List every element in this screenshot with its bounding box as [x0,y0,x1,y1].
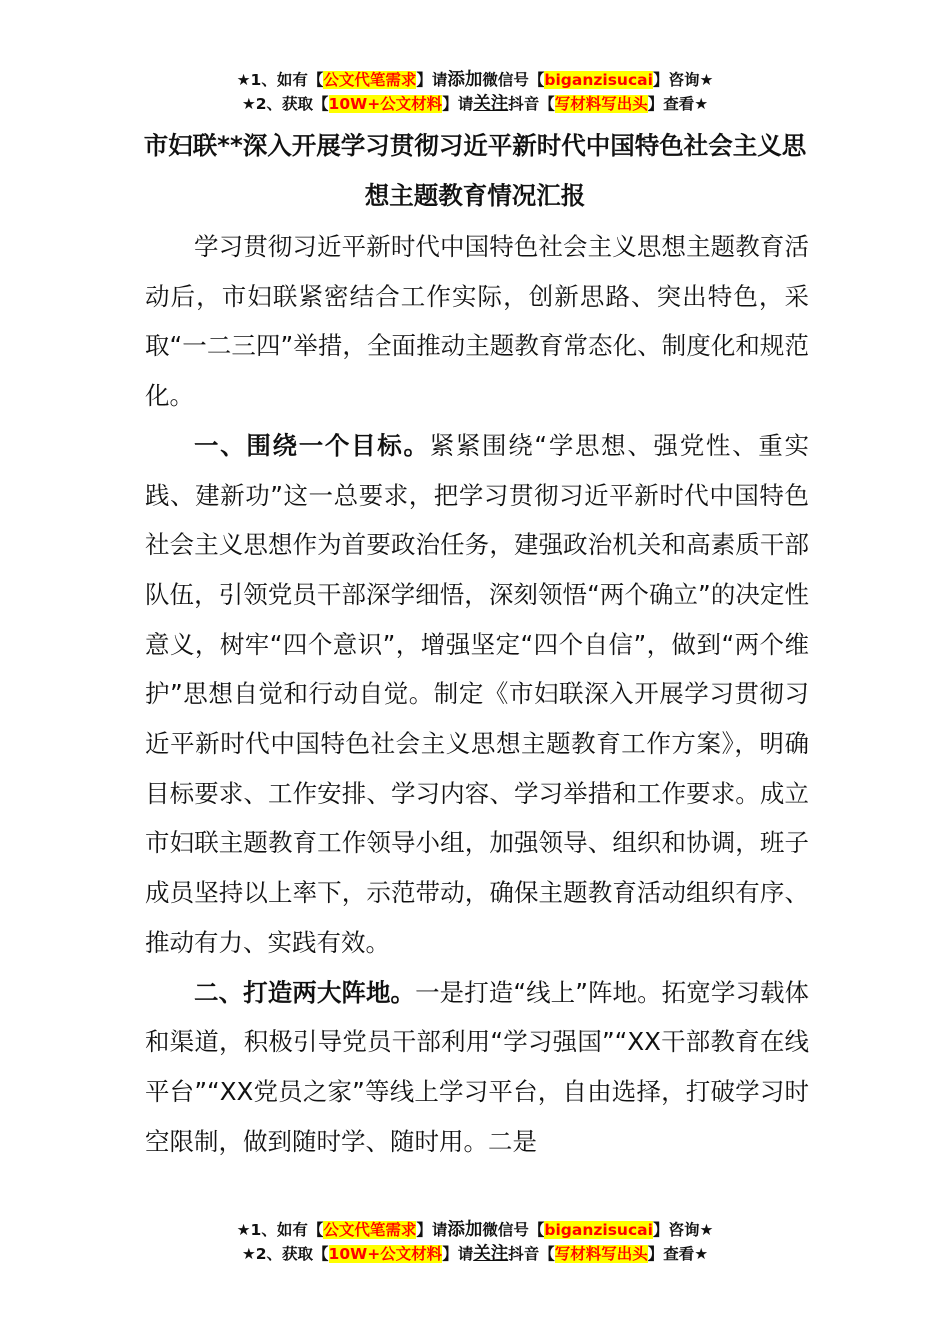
document-title: 市妇联**深入开展学习贯彻习近平新时代中国特色社会主义思想主题教育情况汇报 [143,131,807,210]
section-text: 一是打造“线上”阵地。拓宽学习载体和渠道，积极引导党员干部利用“学习强国”“XX干部教育在线平台”“XX党员之家”等线上学习平台，自由选择，打破学习时空限制，做到随时学、随时用。二是 [145,977,810,1156]
footer-notice-line-2: ★2、获取【10W+公文材料】请关注抖音【写材料写出头】查看★ [241,1244,709,1264]
ghostwriting-tag: 公文代笔需求 [323,71,417,89]
footer-notice [0,1218,950,1266]
materials-tag: 10W+公文材料 [328,95,443,113]
section-heading: 二、打造两大阵地。 [194,977,416,1007]
header-notice-line-1: ★1、如有【公文代笔需求】请添加微信号【biganzisucai】咨询★ [236,70,714,90]
douyin-account-tag: 写材料写出头 [554,95,648,113]
intro-paragraph: 学习贯彻习近平新时代中国特色社会主义思想主题教育活动后，市妇联紧密结合工作实际，创新思路、突出特色，采取“一二三四”举措，全面推动主题教育常态化、制度化和规范化。 [145,232,809,411]
header-notice [0,68,950,116]
section-paragraph [145,968,809,1167]
section-heading: 一、围绕一个目标。 [194,430,430,460]
ghostwriting-tag: 公文代笔需求 [323,1221,417,1239]
footer-notice-line-1: ★1、如有【公文代笔需求】请添加微信号【biganzisucai】咨询★ [236,1220,714,1240]
document-body [145,222,809,1166]
section-paragraph [145,421,809,968]
section-text: 紧紧围绕“学思想、强党性、重实践、建新功”这一总要求，把学习贯彻习近平新时代中国特色社会主义思想作为首要政治任务，建强政治机关和高素质干部队伍，引领党员干部深学细悟，深刻领悟“两个确立”的决定性意义，树牢“四个意识”，增强坚定“四个自信”，做到“两个维护”思想自觉和行动自觉。制定《市妇联深入开展学习贯彻习近平新时代中国特色社会主义思想主题教育工作方案》，明确目标要求、工作安排、学习内容、学习举措和工作要求。成立市妇联主题教育工作领导小组，加强领导、组织和协调，班子成员坚持以上率下，示范带动，确保主题教育活动组织有序、推动有力、实践有效。 [145,430,809,957]
materials-tag: 10W+公文材料 [328,1245,443,1263]
wechat-id-tag: biganzisucai [544,71,653,89]
wechat-id-tag: biganzisucai [544,1221,653,1239]
douyin-account-tag: 写材料写出头 [554,1245,648,1263]
header-notice-line-2: ★2、获取【10W+公文材料】请关注抖音【写材料写出头】查看★ [241,94,709,114]
